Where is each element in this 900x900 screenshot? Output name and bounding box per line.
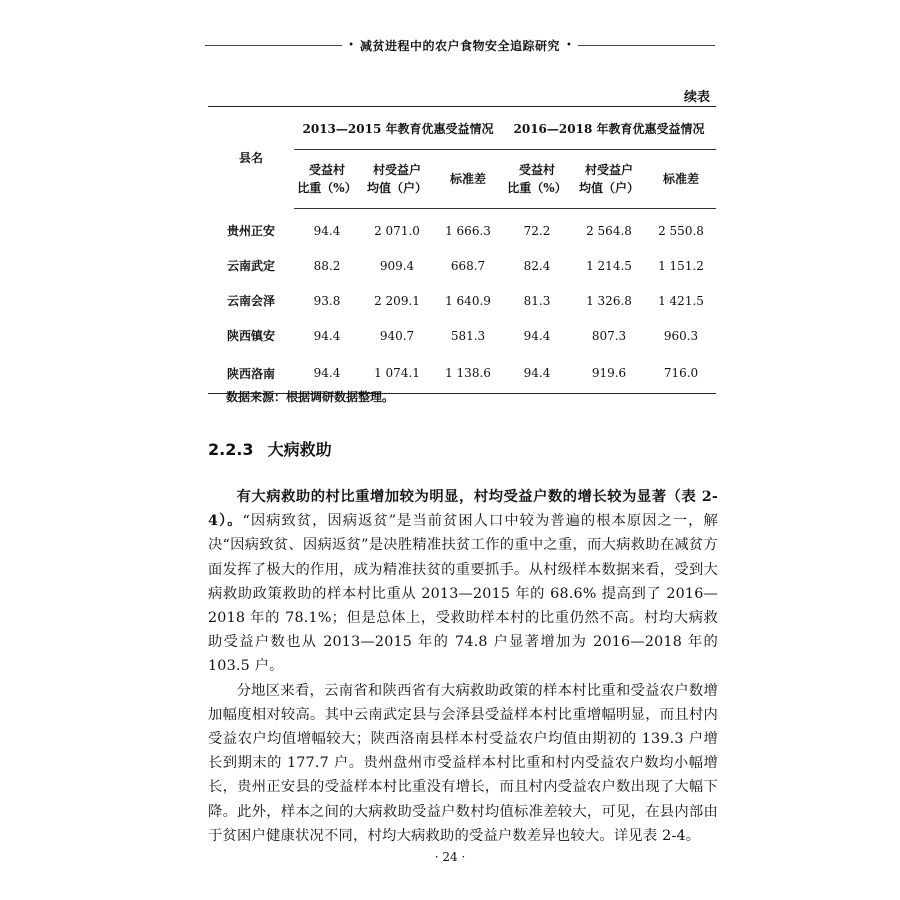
table-cell: 1 640.9 — [445, 293, 491, 308]
table-cell: 94.4 — [313, 223, 341, 238]
table-cell-county: 陕西镇安 — [226, 329, 275, 343]
table-cell: 716.0 — [646, 353, 716, 394]
county-column-header: 县名 — [208, 107, 294, 209]
table-cell: 94.4 — [502, 353, 572, 394]
table-cell-county: 贵州正安 — [226, 223, 275, 238]
section-number: 2.2.3 — [208, 440, 254, 459]
table-cell: 2 071.0 — [374, 223, 420, 238]
table-cell: 94.4 — [313, 328, 341, 343]
paragraph-1-body: “因病致贫，因病返贫”是当前贫困人口中较为普遍的根本原因之一，解决“因病致贫、因病返贫”是决胜精准扶贫工作的重中之重，而大病救助在减贫方面发挥了极大的作用，成为精准扶贫的重要抓手。从村级样本数据来看，受到大病救助政策救助的样本村比重从 2013—2015 年的 68.6% 提高到了 2016—2018 年的 78.1%；但是总体上，受救助样本村的比重仍然不高。村均大病救助受益户数也从 2013—2015 年的 74.8 户显著增加为 2016—2018 年的 103.5 户。 — [208, 513, 719, 675]
table-cell: 72.2 — [523, 223, 551, 238]
section-title: 大病救助 — [267, 440, 332, 459]
table-cell: 909.4 — [379, 258, 415, 273]
subheader-village-share-2: 受益村 比重（%） — [502, 150, 572, 209]
table-cell: 1 138.6 — [434, 353, 502, 394]
table-cell: 1 421.5 — [658, 293, 704, 308]
table-cell: 919.6 — [572, 353, 646, 394]
table-cell-county: 云南武定 — [226, 259, 275, 273]
table-cell: 82.4 — [523, 258, 551, 273]
page-number: · 24 · — [434, 850, 466, 864]
paragraph-1-lead: 有大病救助的村比重增加较为明显，村均受益户数的增长较为显著（表 2-4）。 — [208, 489, 718, 530]
header-rule-right — [578, 45, 715, 46]
subheader-village-share-1: 受益村 比重（%） — [294, 150, 360, 209]
body-text — [208, 485, 718, 848]
table-cell: 93.8 — [313, 293, 341, 308]
header-bullet-right: • — [566, 39, 572, 51]
subheader-std-dev-2: 标准差 — [646, 150, 716, 209]
table-source-note: 数据来源：根据调研数据整理。 — [226, 390, 395, 404]
table-cell: 581.3 — [450, 328, 486, 343]
table-continued-label: 续表 — [683, 90, 710, 105]
paragraph-1 — [208, 485, 718, 679]
header-rule-left — [205, 45, 342, 46]
table-cell: 2 564.8 — [586, 223, 632, 238]
table-cell: 1 151.2 — [658, 258, 704, 273]
group-header-2013-2015: 2013—2015 年教育优惠受益情况 — [294, 107, 502, 150]
table-cell: 1 074.1 — [360, 353, 434, 394]
subheader-std-dev-1: 标准差 — [434, 150, 502, 209]
table-cell: 1 666.3 — [445, 223, 491, 238]
group-header-2016-2018: 2016—2018 年教育优惠受益情况 — [502, 107, 716, 150]
table-cell: 940.7 — [379, 328, 415, 343]
table-cell: 81.3 — [523, 293, 551, 308]
education-benefit-table — [208, 106, 716, 394]
table-cell: 1 214.5 — [586, 258, 632, 273]
subheader-household-mean-1: 村受益户 均值（户） — [360, 150, 434, 209]
running-header — [205, 34, 715, 56]
running-header-title: 减贫进程中的农户食物安全追踪研究 — [360, 38, 561, 53]
header-bullet-left: • — [348, 39, 354, 51]
section-heading — [208, 437, 332, 460]
table-row — [208, 209, 716, 249]
table-cell: 94.4 — [523, 328, 551, 343]
table-cell: 1 326.8 — [586, 293, 632, 308]
table-container — [208, 106, 716, 394]
table-cell-county: 云南会泽 — [226, 294, 275, 308]
table-cell-county: 陕西洛南 — [208, 353, 294, 394]
paragraph-2: 分地区来看，云南省和陕西省有大病救助政策的样本村比重和受益农户数增加幅度相对较高。其中云南武定县与会泽县受益样本村比重增幅明显，而且村内受益农户均值增幅较大；陕西洛南县样本村受益农户均值由期初的 139.3 户增长到期末的 177.7 户。贵州盘州市受益样本村比重和村内受益农户数均小幅增长，贵州正安县的受益样本村比重没有增长，而且村内受益农户数出现了大幅下降。此外，样本之间的大病救助受益户数村均值标准差较大，可见，在县内部由于贫困户健康状况不同，村均大病救助的受益户数差异也较大。详见表 2-4。 — [208, 682, 718, 844]
table-row — [208, 283, 716, 318]
table-row — [208, 248, 716, 283]
table-cell: 960.3 — [663, 328, 699, 343]
table-cell: 88.2 — [313, 258, 341, 273]
table-cell: 2 550.8 — [658, 223, 704, 238]
table-cell: 2 209.1 — [374, 293, 420, 308]
table-cell: 668.7 — [450, 258, 486, 273]
subheader-household-mean-2: 村受益户 均值（户） — [572, 150, 646, 209]
table-cell: 807.3 — [591, 328, 627, 343]
table-row — [208, 318, 716, 353]
table-cell: 94.4 — [294, 353, 360, 394]
